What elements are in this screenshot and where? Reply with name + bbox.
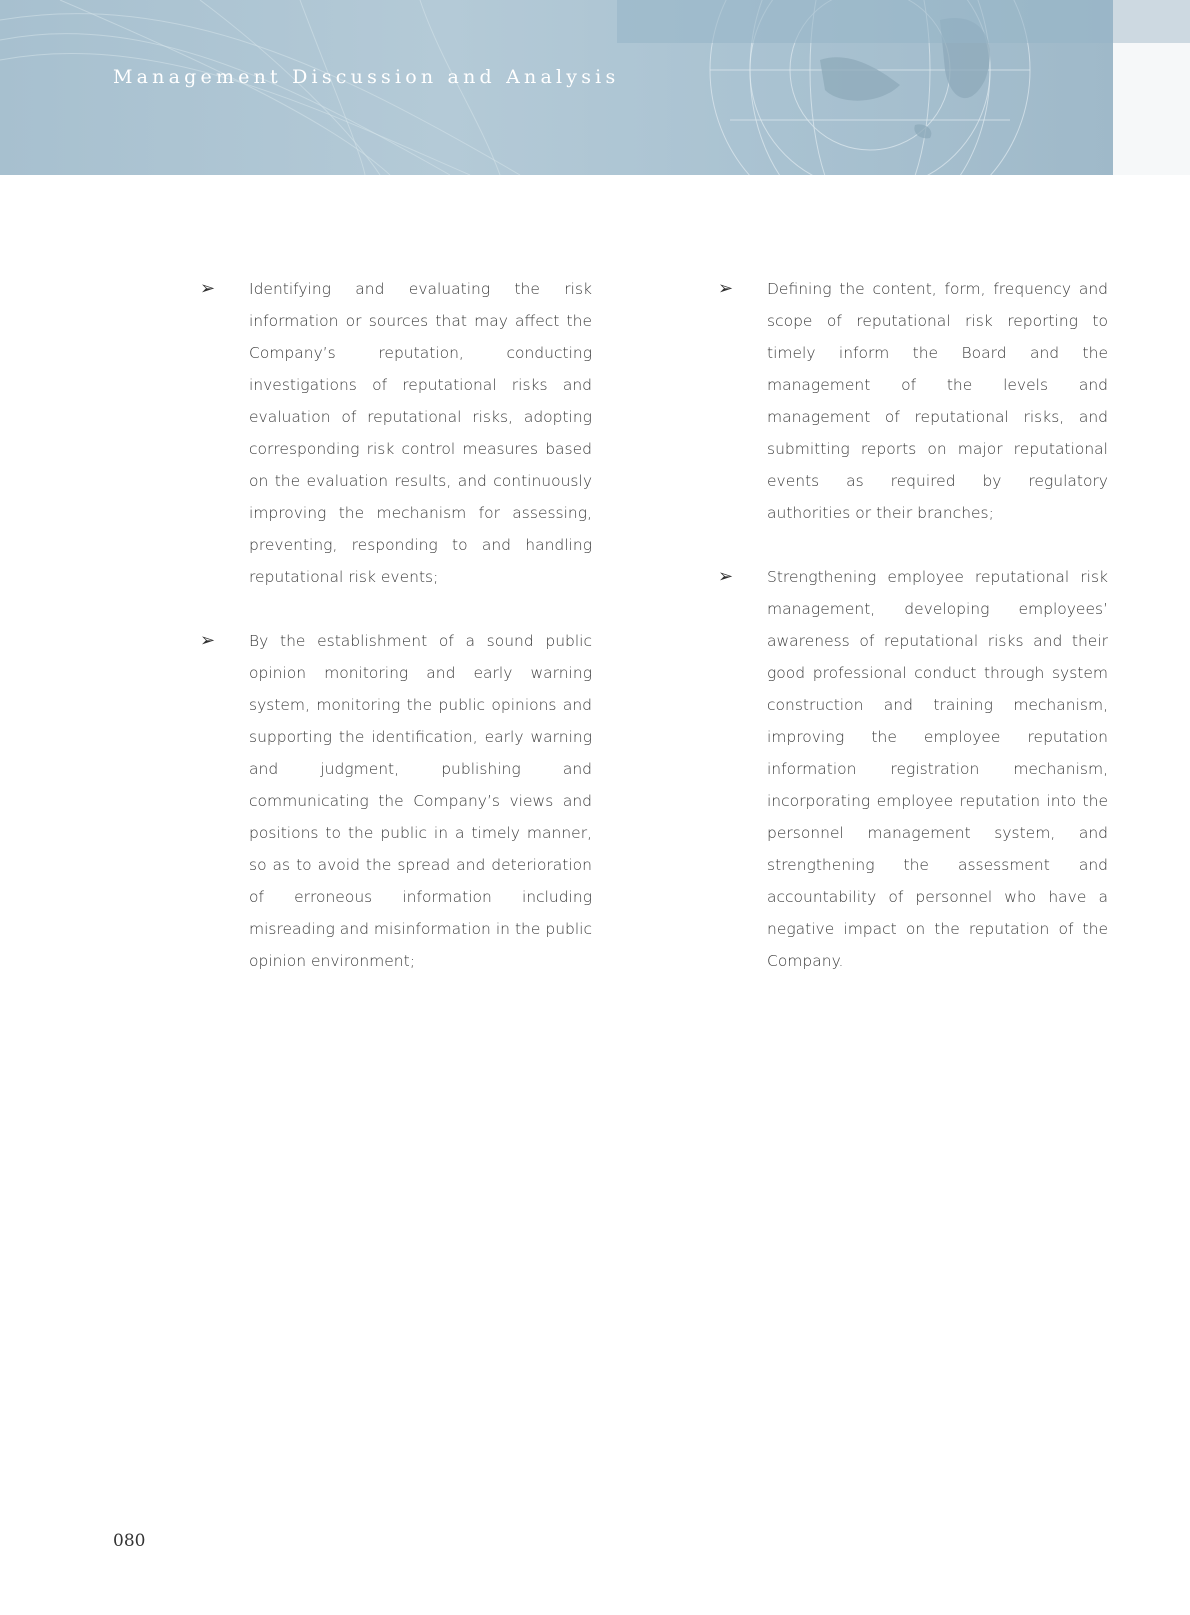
right-column [718,273,1108,1009]
bullet-text: Defining the content, form, frequency and scope of reputational risk reporting to timely inform the Board and the management of the levels and management of reputational risks, and submitting reports on major reputational events as required by regulatory authorities or their branches; [767,280,1108,522]
arrow-bullet-icon: ➢ [718,278,734,299]
page-number: 080 [113,1531,146,1551]
header-banner [0,0,1113,175]
banner-side-strip [1113,43,1190,175]
bullet-text: Strengthening employee reputational risk management, developing employees’ awareness of reputational risks and their good professional conduct through system construction and training mechanism, improving the employee reputation information registration mechanism, incorporating employee reputation into the personnel management system, and strengthening the assessment and accountability of personnel who have a negative impact on the reputation of the Company. [767,568,1108,970]
bullet-text: By the establishment of a sound public opinion monitoring and early warning system, monitoring the public opinions and supporting the identification, early warning and judgment, publishing and communicating the Company’s views and positions to the public in a timely manner, so as to avoid the spread and deterioration of erroneous information including misreading and misinformation in the public opinion environment; [249,632,592,970]
bullet-text: Identifying and evaluating the risk information or sources that may affect the Company’s reputation, conducting investigations of reputational risks and evaluation of reputational risks, adopting corresponding risk control measures based on the evaluation results, and continuously improving the mechanism for assessing, preventing, responding to and handling reputational risk events; [249,280,592,586]
bullet-item [200,273,592,593]
page-section-title: Management Discussion and Analysis [113,66,620,88]
arrow-bullet-icon: ➢ [718,566,734,587]
bullet-item [718,273,1108,529]
banner-band [617,0,1113,43]
bullet-item [200,625,592,977]
arrow-bullet-icon: ➢ [200,630,216,651]
banner-corner [1113,0,1190,43]
left-column [200,273,592,1009]
arrow-bullet-icon: ➢ [200,278,216,299]
bullet-item [718,561,1108,977]
